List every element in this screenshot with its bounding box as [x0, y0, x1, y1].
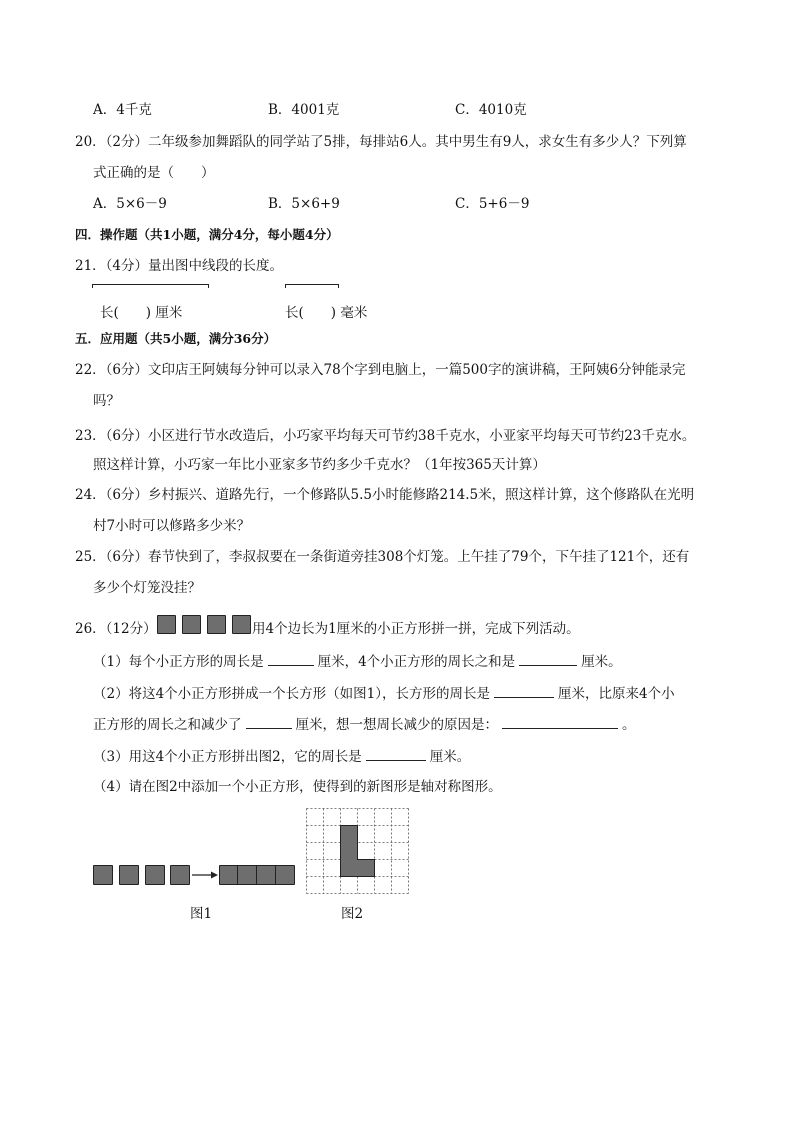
q26-part1 [93, 652, 622, 671]
arrow-icon [191, 868, 219, 882]
fig2-caption: 图2 [341, 906, 364, 922]
answer-blank-4[interactable] [246, 715, 292, 729]
q21-label-cm: 长( ) 厘米 [100, 305, 183, 321]
fig1-square-3 [145, 865, 165, 885]
l-shape [341, 826, 375, 877]
q26-part2-line1 [93, 684, 675, 703]
q23-line2: 照这样计算，小巧家一年比小亚家多节约多少千克水？（1年按365天计算） [93, 457, 546, 473]
fig1-divider-1 [237, 865, 238, 885]
q22-line1: 22．（6分）文印店王阿姨每分钟可以录入78个字到电脑上，一篇500字的演讲稿，王阿姨6分钟能录完 [75, 362, 686, 378]
q26-part2-text-d: 厘米，想一想周长减少的原因是： [295, 717, 498, 733]
answer-blank-2[interactable] [519, 652, 577, 666]
q19-option-a: A．4千克 [93, 102, 152, 118]
q20-option-a: A．5×6－9 [93, 196, 167, 212]
small-square-2 [182, 615, 201, 634]
fig1-divider-2 [256, 865, 257, 885]
q20-option-c: C．5+6－9 [455, 196, 530, 212]
q20-option-b: B．5×6+9 [268, 196, 340, 212]
q23-line1: 23．（6分）小区进行节水改造后，小巧家平均每天可节约38千克水，小亚家平均每天可节约23千克水。 [75, 428, 696, 444]
answer-blank-6[interactable] [366, 747, 426, 761]
fig1-square-2 [119, 865, 139, 885]
fig1-square-4 [170, 865, 190, 885]
answer-blank-5[interactable] [502, 715, 618, 729]
fig1-square-1 [93, 865, 113, 885]
q25-line2: 多少个灯笼没挂？ [93, 580, 201, 596]
answer-blank-1[interactable] [268, 652, 314, 666]
q26-prefix: 26．（12分） [75, 621, 157, 637]
q26-part1-text-a: （1）每个小正方形的周长是 [93, 654, 264, 670]
q25-line1: 25．（6分）春节快到了，李叔叔要在一条街道旁挂308个灯笼。上午挂了79个，下午挂了121个，还有 [75, 549, 690, 565]
q19-option-b: B．4001克 [268, 102, 340, 118]
q20-line2: 式正确的是（ ） [93, 165, 215, 181]
line-segment-1 [92, 284, 209, 288]
q24-line2: 村7小时可以修路多少米？ [93, 518, 251, 534]
q26-part1-text-c: 厘米。 [581, 654, 622, 670]
q26-part2-text-a: （2）将这4个小正方形拼成一个长方形（如图1），长方形的周长是 [93, 686, 491, 702]
q19-option-c: C．4010克 [455, 102, 527, 118]
q26-part2-text-c: 正方形的周长之和减少了 [93, 717, 242, 733]
q26-part2-line2 [93, 715, 636, 734]
q26-part3-text-b: 厘米。 [429, 749, 471, 765]
q24-line1: 24．（6分）乡村振兴、道路先行，一个修路队5.5小时能修路214.5米，照这样计算，这个修路队在光明 [75, 487, 695, 503]
q26-part3-text-a: （3）用这4个小正方形拼出图2，它的周长是 [93, 749, 362, 765]
section-4-heading: 四．操作题（共1小题，满分4分，每小题4分） [75, 227, 339, 242]
q26-part4: （4）请在图2中添加一个小正方形，使得到的新图形是轴对称图形。 [93, 779, 502, 795]
small-square-1 [157, 615, 176, 634]
small-square-3 [207, 615, 226, 634]
q21-text: 21．（4分）量出图中线段的长度。 [75, 258, 284, 274]
fig2-grid [306, 808, 410, 894]
q22-line2: 吗？ [93, 393, 120, 409]
q26-part2-text-b: 厘米，比原来4个小 [558, 686, 675, 702]
q26-part3 [93, 747, 470, 766]
q26-part2-text-e: 。 [622, 717, 636, 733]
q21-label-mm: 长( ) 毫米 [285, 305, 368, 321]
fig1-caption: 图1 [190, 906, 213, 922]
line-segment-2 [285, 284, 339, 288]
answer-blank-3[interactable] [494, 684, 554, 698]
fig1-divider-3 [275, 865, 276, 885]
q20-line1: 20．（2分）二年级参加舞蹈队的同学站了5排，每排站6人。其中男生有9人，求女生有多少人？下列算 [75, 134, 687, 150]
q26-part1-text-b: 厘米，4个小正方形的周长之和是 [317, 654, 516, 670]
small-square-4 [232, 615, 251, 634]
section-5-heading: 五．应用题（共5小题，满分36分） [75, 331, 277, 346]
q26-intro: 用4个边长为1厘米的小正方形拼一拼，完成下列活动。 [252, 621, 580, 637]
fig1-rectangle [219, 865, 295, 885]
